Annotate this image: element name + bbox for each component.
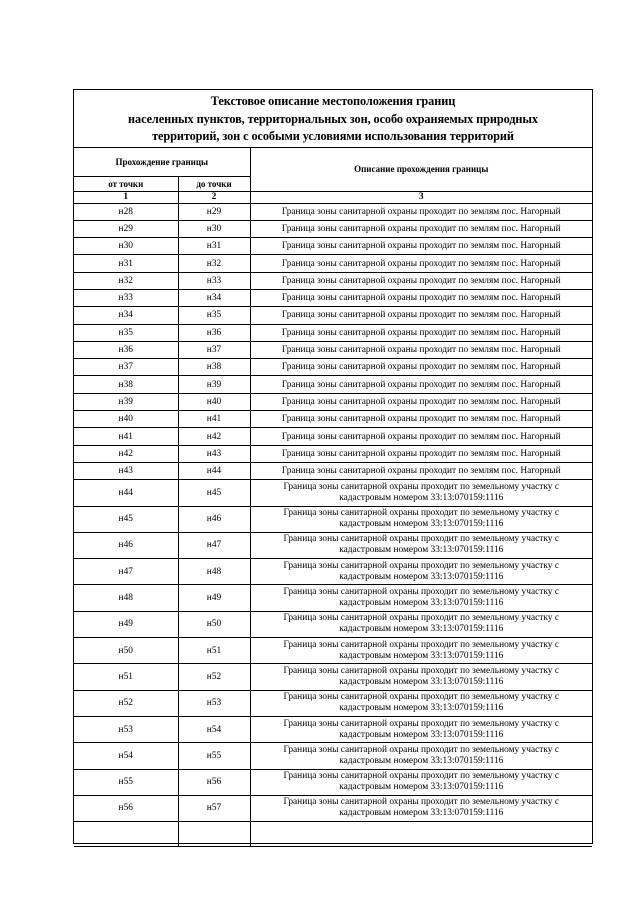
from-point: н55 xyxy=(74,769,178,795)
from-point: н46 xyxy=(74,532,178,558)
to-point: н36 xyxy=(178,324,250,341)
from-point: н45 xyxy=(74,506,178,532)
boundary-description: Граница зоны санитарной охраны проходит по землям пос. Нагорный xyxy=(250,411,592,428)
header-description: Описание прохождения границы xyxy=(250,148,592,191)
to-point: н47 xyxy=(178,532,250,558)
table-row xyxy=(74,795,592,821)
to-point: н48 xyxy=(178,559,250,585)
to-point: н49 xyxy=(178,585,250,611)
boundary-description xyxy=(250,559,592,585)
from-point: н56 xyxy=(74,795,178,821)
from-point: н37 xyxy=(74,359,178,376)
boundary-description: Граница зоны санитарной охраны проходит по землям пос. Нагорный xyxy=(250,272,592,289)
boundary-description xyxy=(250,638,592,664)
description-line: кадастровым номером 33:13:070159:1116 xyxy=(339,598,504,609)
to-point: н45 xyxy=(178,480,250,506)
boundary-description: Граница зоны санитарной охраны проходит по землям пос. Нагорный xyxy=(250,289,592,306)
empty-row xyxy=(74,822,592,847)
table-row xyxy=(74,611,592,637)
table-row xyxy=(74,376,592,393)
title-line: населенных пунктов, территориальных зон, особо охраняемых природных xyxy=(128,111,538,126)
to-point: н51 xyxy=(178,638,250,664)
boundary-description: Граница зоны санитарной охраны проходит по землям пос. Нагорный xyxy=(250,445,592,462)
boundary-description xyxy=(250,611,592,637)
description-line: кадастровым номером 33:13:070159:1116 xyxy=(339,571,504,582)
table-row xyxy=(74,559,592,585)
from-point: н39 xyxy=(74,393,178,410)
header-passage: Прохождение границы xyxy=(74,148,250,176)
from-point: н36 xyxy=(74,341,178,358)
table-row xyxy=(74,341,592,358)
description-line: кадастровым номером 33:13:070159:1116 xyxy=(339,519,504,530)
column-number: 1 xyxy=(74,191,178,203)
to-point: н56 xyxy=(178,769,250,795)
boundary-description: Граница зоны санитарной охраны проходит по землям пос. Нагорный xyxy=(250,462,592,479)
from-point: н53 xyxy=(74,716,178,742)
from-point: н47 xyxy=(74,559,178,585)
from-point: н28 xyxy=(74,203,178,220)
description-line: кадастровым номером 33:13:070159:1116 xyxy=(339,782,504,793)
table-row xyxy=(74,255,592,272)
table-row xyxy=(74,238,592,255)
table-row xyxy=(74,428,592,445)
table-row xyxy=(74,769,592,795)
boundary-description-sheet xyxy=(73,89,593,844)
from-point: н52 xyxy=(74,690,178,716)
to-point: н54 xyxy=(178,716,250,742)
description-line: кадастровым номером 33:13:070159:1116 xyxy=(339,624,504,635)
document-title xyxy=(74,90,592,148)
boundary-description: Граница зоны санитарной охраны проходит по землям пос. Нагорный xyxy=(250,359,592,376)
description-line: Граница зоны санитарной охраны проходит по земельному участку с xyxy=(283,692,559,703)
boundary-description xyxy=(250,795,592,821)
table-row xyxy=(74,445,592,462)
from-point: н48 xyxy=(74,585,178,611)
description-line: Граница зоны санитарной охраны проходит по земельному участку с xyxy=(283,613,559,624)
boundary-description xyxy=(250,664,592,690)
to-point: н55 xyxy=(178,743,250,769)
to-point: н39 xyxy=(178,376,250,393)
boundary-description: Граница зоны санитарной охраны проходит по землям пос. Нагорный xyxy=(250,376,592,393)
table-row xyxy=(74,506,592,532)
table-row xyxy=(74,690,592,716)
to-point: н52 xyxy=(178,664,250,690)
boundary-description: Граница зоны санитарной охраны проходит по землям пос. Нагорный xyxy=(250,238,592,255)
table-row xyxy=(74,393,592,410)
description-line: кадастровым номером 33:13:070159:1116 xyxy=(339,545,504,556)
table-row xyxy=(74,532,592,558)
to-point: н29 xyxy=(178,203,250,220)
empty-cell xyxy=(178,822,250,847)
table-row xyxy=(74,359,592,376)
to-point: н46 xyxy=(178,506,250,532)
boundary-description: Граница зоны санитарной охраны проходит по землям пос. Нагорный xyxy=(250,324,592,341)
boundary-description xyxy=(250,532,592,558)
to-point: н50 xyxy=(178,611,250,637)
description-line: Граница зоны санитарной охраны проходит по земельному участку с xyxy=(283,639,559,650)
description-line: кадастровым номером 33:13:070159:1116 xyxy=(339,808,504,819)
description-line: Граница зоны санитарной охраны проходит по земельному участку с xyxy=(283,718,559,729)
to-point: н37 xyxy=(178,341,250,358)
title-line: территорий, зон с особыми условиями использования территорий xyxy=(152,129,514,143)
to-point: н38 xyxy=(178,359,250,376)
description-line: Граница зоны санитарной охраны проходит по земельному участку с xyxy=(283,587,559,598)
header-from-point: от точки xyxy=(74,176,178,191)
description-line: кадастровым номером 33:13:070159:1116 xyxy=(339,492,504,503)
boundary-description: Граница зоны санитарной охраны проходит по землям пос. Нагорный xyxy=(250,255,592,272)
from-point: н38 xyxy=(74,376,178,393)
from-point: н31 xyxy=(74,255,178,272)
from-point: н29 xyxy=(74,220,178,237)
from-point: н35 xyxy=(74,324,178,341)
to-point: н44 xyxy=(178,462,250,479)
boundary-description xyxy=(250,716,592,742)
description-line: Граница зоны санитарной охраны проходит по земельному участку с xyxy=(283,508,559,519)
boundary-description: Граница зоны санитарной охраны проходит по землям пос. Нагорный xyxy=(250,220,592,237)
empty-cell xyxy=(250,822,592,847)
description-line: Граница зоны санитарной охраны проходит по земельному участку с xyxy=(283,665,559,676)
description-line: кадастровым номером 33:13:070159:1116 xyxy=(339,676,504,687)
boundary-description: Граница зоны санитарной охраны проходит по землям пос. Нагорный xyxy=(250,341,592,358)
from-point: н51 xyxy=(74,664,178,690)
boundary-description xyxy=(250,480,592,506)
boundary-description xyxy=(250,743,592,769)
description-line: Граница зоны санитарной охраны проходит по земельному участку с xyxy=(283,481,559,492)
description-line: кадастровым номером 33:13:070159:1116 xyxy=(339,729,504,740)
from-point: н40 xyxy=(74,411,178,428)
header-to-point: до точки xyxy=(178,176,250,191)
to-point: н57 xyxy=(178,795,250,821)
description-line: кадастровым номером 33:13:070159:1116 xyxy=(339,650,504,661)
from-point: н49 xyxy=(74,611,178,637)
to-point: н30 xyxy=(178,220,250,237)
from-point: н34 xyxy=(74,307,178,324)
description-line: Граница зоны санитарной охраны проходит по земельному участку с xyxy=(283,771,559,782)
table-row xyxy=(74,480,592,506)
boundary-description: Граница зоны санитарной охраны проходит по землям пос. Нагорный xyxy=(250,307,592,324)
table-row xyxy=(74,289,592,306)
boundary-description: Граница зоны санитарной охраны проходит по землям пос. Нагорный xyxy=(250,393,592,410)
table-row xyxy=(74,220,592,237)
table-row xyxy=(74,462,592,479)
to-point: н31 xyxy=(178,238,250,255)
to-point: н33 xyxy=(178,272,250,289)
title-line: Текстовое описание местоположения границ xyxy=(210,94,456,108)
to-point: н34 xyxy=(178,289,250,306)
from-point: н50 xyxy=(74,638,178,664)
empty-cell xyxy=(74,822,178,847)
description-line: Граница зоны санитарной охраны проходит по земельному участку с xyxy=(283,560,559,571)
to-point: н35 xyxy=(178,307,250,324)
table-row xyxy=(74,307,592,324)
from-point: н30 xyxy=(74,238,178,255)
column-number: 2 xyxy=(178,191,250,203)
table-row xyxy=(74,664,592,690)
boundary-description: Граница зоны санитарной охраны проходит по землям пос. Нагорный xyxy=(250,203,592,220)
to-point: н32 xyxy=(178,255,250,272)
from-point: н41 xyxy=(74,428,178,445)
boundary-description: Граница зоны санитарной охраны проходит по землям пос. Нагорный xyxy=(250,428,592,445)
table-row xyxy=(74,716,592,742)
boundary-description xyxy=(250,769,592,795)
table-row xyxy=(74,585,592,611)
from-point: н33 xyxy=(74,289,178,306)
boundary-description xyxy=(250,506,592,532)
table-row xyxy=(74,743,592,769)
table-row xyxy=(74,638,592,664)
from-point: н32 xyxy=(74,272,178,289)
boundary-description xyxy=(250,585,592,611)
description-line: Граница зоны санитарной охраны проходит по земельному участку с xyxy=(283,744,559,755)
to-point: н43 xyxy=(178,445,250,462)
description-line: кадастровым номером 33:13:070159:1116 xyxy=(339,755,504,766)
description-line: Граница зоны санитарной охраны проходит по земельному участку с xyxy=(283,534,559,545)
description-line: кадастровым номером 33:13:070159:1116 xyxy=(339,703,504,714)
table-row xyxy=(74,411,592,428)
table-row xyxy=(74,203,592,220)
to-point: н42 xyxy=(178,428,250,445)
column-number: 3 xyxy=(250,191,592,203)
table-row xyxy=(74,272,592,289)
from-point: н54 xyxy=(74,743,178,769)
to-point: н40 xyxy=(178,393,250,410)
from-point: н42 xyxy=(74,445,178,462)
from-point: н44 xyxy=(74,480,178,506)
from-point: н43 xyxy=(74,462,178,479)
table-row xyxy=(74,324,592,341)
boundary-description xyxy=(250,690,592,716)
description-line: Граница зоны санитарной охраны проходит по земельному участку с xyxy=(283,797,559,808)
boundary-table xyxy=(74,148,592,847)
to-point: н41 xyxy=(178,411,250,428)
to-point: н53 xyxy=(178,690,250,716)
